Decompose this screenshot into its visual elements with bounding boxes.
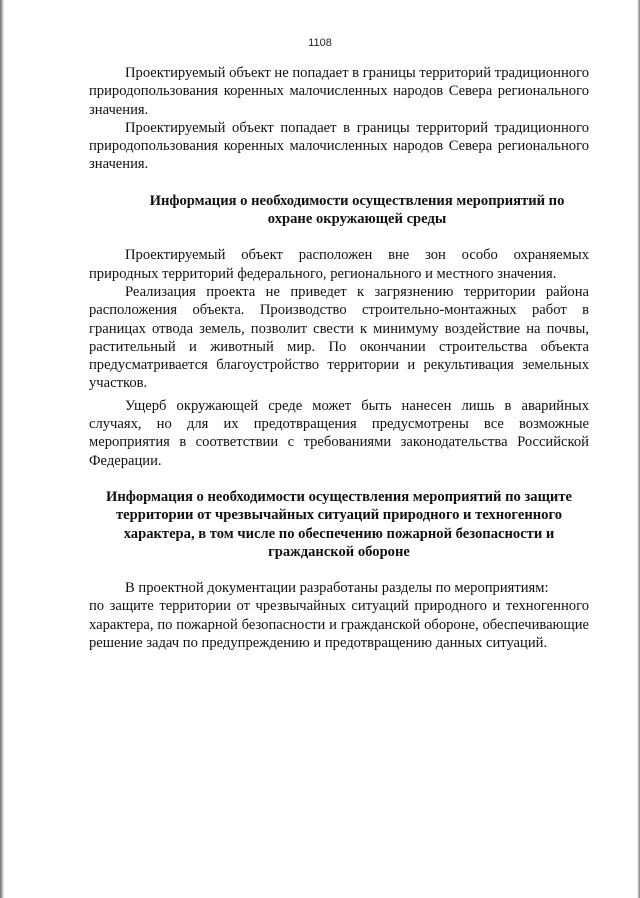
document-body <box>89 64 589 652</box>
environment-section <box>89 192 589 470</box>
paragraph: Проектируемый объект не попадает в границы территорий традиционного природопользования коренных малочисленных народов Севера регионального значения. <box>89 65 589 118</box>
paragraph: Реализация проекта не приведет к загрязнению территории района расположения объекта. Производство строительно-монтажных работ в границах отвода земель, позволит свести к минимуму воздействие на почвы, растительный и животный мир. По окончании строительства объекта предусматривается благоустройство территории и рекультивация земельных участков. <box>89 283 589 392</box>
intro-section <box>89 64 589 174</box>
paragraph: Проектируемый объект попадает в границы территорий традиционного природопользования коренных малочисленных народов Севера регионального значения. <box>89 119 589 173</box>
paragraph: Ущерб окружающей среде может быть нанесен лишь в аварийных случаях, но для их предотвращения предусмотрены все возможные мероприятия в соответствии с требованиями законодательства Российской Федерации. <box>89 397 589 469</box>
paragraph: В проектной документации разработаны разделы по мероприятиям: <box>125 580 549 597</box>
emergency-section <box>89 488 589 652</box>
section-heading: Информация о необходимости осуществления мероприятий по защите территории от чрезвычайных ситуаций природного и техногенного характера, в том числе по обеспечению пожарной безопасности и гражданской обороне <box>106 488 572 560</box>
page-number: 1108 <box>308 37 332 49</box>
section-heading: Информация о необходимости осуществления мероприятий по охране окружающей среды <box>149 192 565 228</box>
paragraph: по защите территории от чрезвычайных ситуаций природного и техногенного характера, по пожарной безопасности и гражданской обороне, обеспечивающие решение задач по предупреждению и предотвращению данных ситуаций. <box>89 598 589 652</box>
scan-edge-left <box>0 0 4 898</box>
paragraph: Проектируемый объект расположен вне зон особо охраняемых природных территорий федерального, регионального и местного значения. <box>89 247 589 282</box>
